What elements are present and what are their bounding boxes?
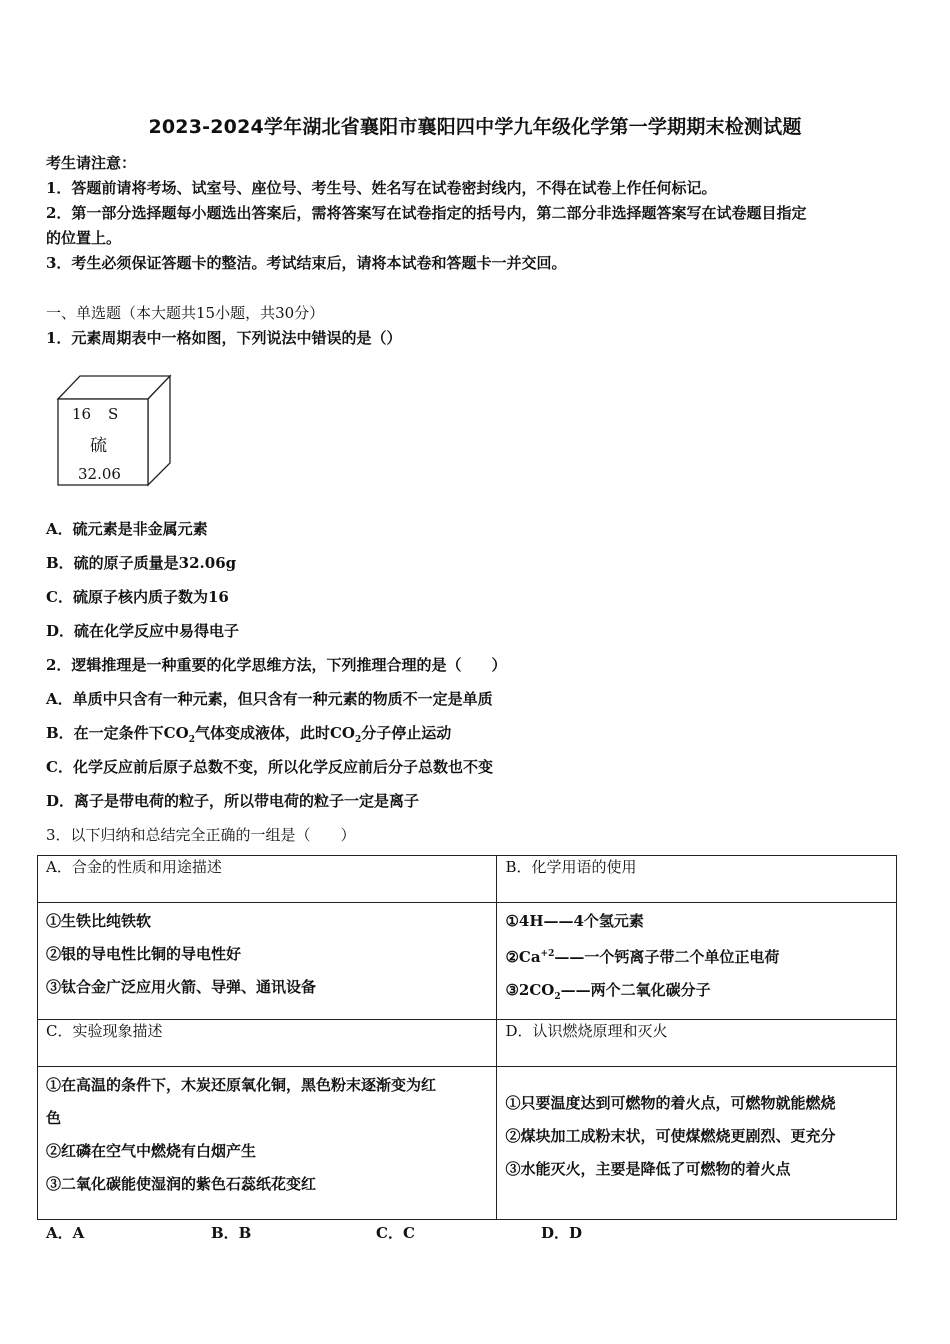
q3-choice-c: C．C (376, 1224, 415, 1242)
q3-c-item-1-cont: 色 (46, 1109, 62, 1127)
q3-c-item-1: ①在高温的条件下，木炭还原氧化铜，黑色粉末逐渐变为红 (46, 1076, 437, 1094)
page-title: 2023-2024学年湖北省襄阳市襄阳四中学九年级化学第一学期期末检测试题 (148, 116, 802, 138)
q3-b-item-1: ①4H——4个氢元素 (505, 912, 644, 930)
q3-a-content (38, 903, 497, 1020)
q3-table (37, 855, 897, 1220)
q2-option-b: B．在一定条件下$CO_2$气体变成液体，此时$CO_2$分子停止运动 (46, 724, 452, 745)
q3-d-item-1: ①只要温度达到可燃物的着火点，可燃物就能燃烧 (505, 1093, 836, 1112)
atomic-number: 16 (72, 405, 92, 423)
q3-choice-a: A．A (46, 1224, 85, 1242)
element-name: 硫 (90, 436, 107, 456)
notice-item-2-cont: 的位置上。 (46, 229, 122, 247)
q2-option-d: D．离子是带电荷的粒子，所以带电荷的粒子一定是离子 (46, 792, 420, 810)
notice-item-1: 1．答题前请将考场、试室号、座位号、考生号、姓名写在试卷密封线内，不得在试卷上作任何标记。 (46, 179, 717, 197)
q3-a-item-3: ③钛合金广泛应用火箭、导弹、通讯设备 (46, 978, 317, 996)
section-heading: 一、单选题（本大题共15小题，共30分） (46, 304, 325, 322)
atomic-mass: 32.06 (78, 465, 121, 483)
q3-b-item-2: $②Ca^{+2}——$一个钙离子带二个单位正电荷 (505, 948, 780, 966)
q3-choice-d: D．D (541, 1224, 583, 1242)
q3-b-header: B．化学用语的使用 (497, 856, 897, 903)
notice-heading: 考生请注意： (46, 154, 137, 172)
notice-item-3: 3．考生必须保证答题卡的整洁。考试结束后，请将本试卷和答题卡一并交回。 (46, 254, 567, 272)
q1-option-a: A．硫元素是非金属元素 (46, 520, 208, 538)
q2-option-c: C．化学反应前后原子总数不变，所以化学反应前后分子总数也不变 (46, 758, 493, 776)
q3-stem: 3．以下归纳和总结完全正确的一组是（ ） (46, 826, 356, 844)
q3-c-item-3: ③二氧化碳能使湿润的紫色石蕊纸花变红 (46, 1175, 317, 1193)
notice-item-2: 2．第一部分选择题每小题选出答案后，需将答案写在试卷指定的括号内，第二部分非选择题答案写在试卷题目指定 (46, 204, 807, 222)
q3-c-item-2: ②红磷在空气中燃烧有白烟产生 (46, 1142, 257, 1160)
q1-stem: 1．元素周期表中一格如图，下列说法中错误的是（） (46, 329, 402, 347)
periodic-table-cell (56, 373, 172, 487)
q3-d-item-3: ③水能灭火，主要是降低了可燃物的着火点 (505, 1159, 791, 1178)
q3-a-item-1: ①生铁比纯铁软 (46, 912, 152, 930)
q3-c-content (38, 1067, 497, 1220)
element-symbol: S (108, 405, 119, 423)
q3-a-header: A．合金的性质和用途描述 (38, 856, 497, 903)
q1-option-d: D．硫在化学反应中易得电子 (46, 622, 240, 640)
q2-stem: 2．逻辑推理是一种重要的化学思维方法，下列推理合理的是（ ） (46, 656, 507, 674)
q3-d-content (497, 1067, 897, 1220)
q3-d-item-2: ②煤块加工成粉末状，可使煤燃烧更剧烈、更充分 (505, 1126, 836, 1145)
q3-choice-b: B．B (211, 1224, 252, 1242)
q3-b-content (497, 903, 897, 1020)
q3-d-header: D．认识燃烧原理和灭火 (497, 1020, 897, 1067)
q3-c-header: C．实验现象描述 (38, 1020, 497, 1067)
q3-a-item-2: ②银的导电性比铜的导电性好 (46, 945, 242, 963)
q3-b-item-3: $③2CO_2——$两个二氧化碳分子 (505, 981, 711, 1002)
q1-option-b: B．硫的原子质量是32.06g (46, 554, 237, 572)
q2-option-a: A．单质中只含有一种元素，但只含有一种元素的物质不一定是单质 (46, 690, 493, 708)
q1-option-c: C．硫原子核内质子数为16 (46, 588, 229, 606)
